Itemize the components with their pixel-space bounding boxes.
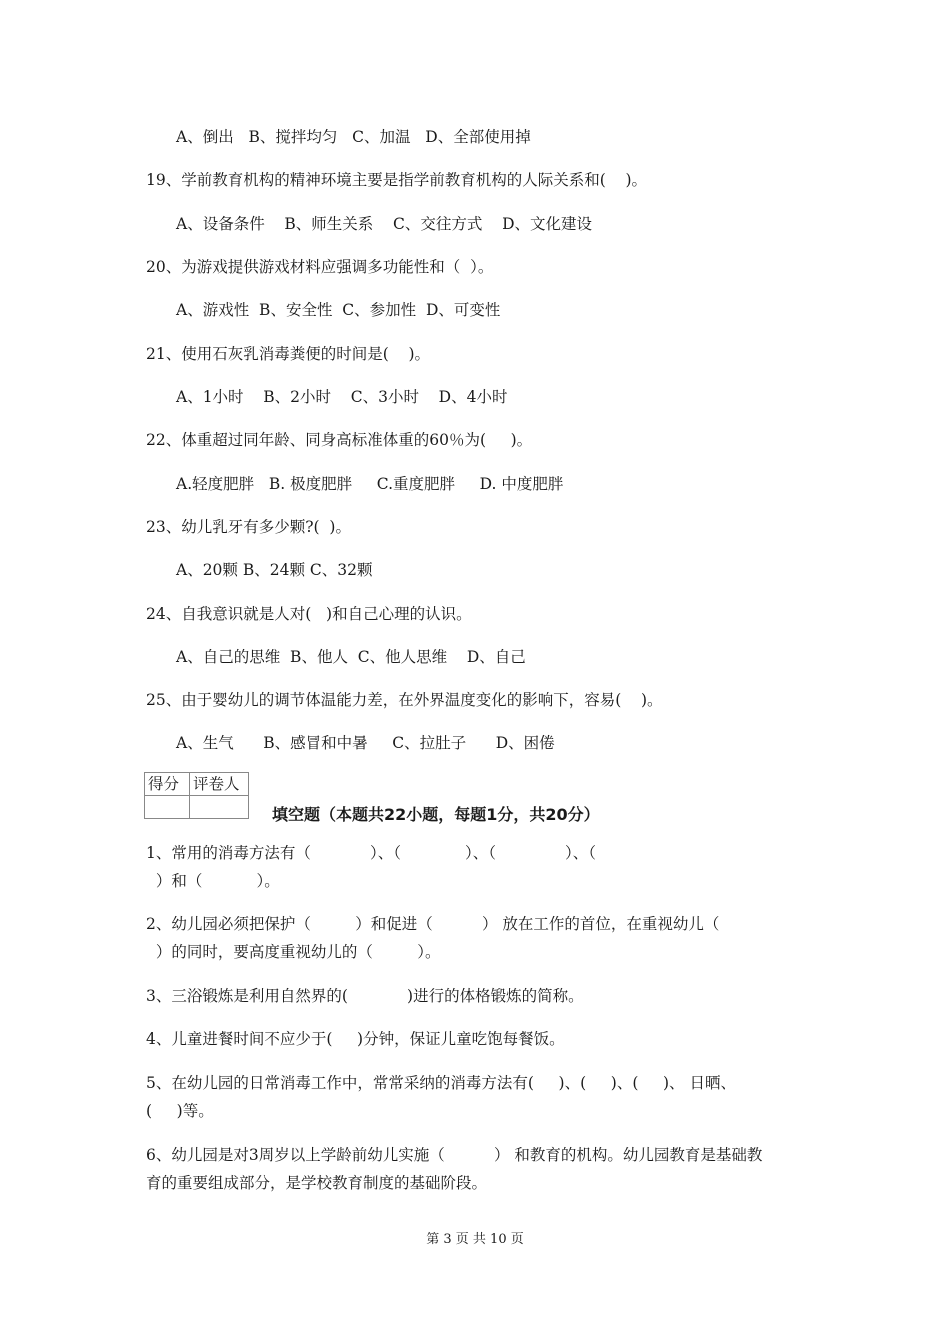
grader-label: 评卷人 bbox=[190, 773, 249, 796]
section-title: 填空题（本题共22小题，每题1分，共20分） bbox=[272, 805, 600, 824]
fill-q5-line2: ( )等。 bbox=[146, 1102, 214, 1120]
grader-cell bbox=[190, 796, 249, 819]
fill-q2-line2: ）的同时，要高度重视幼儿的（ ）。 bbox=[146, 943, 441, 961]
q21-options: A、1小时 B、2小时 C、3小时 D、4小时 bbox=[176, 388, 508, 406]
score-cell bbox=[145, 796, 190, 819]
fill-q1-line1: 1、常用的消毒方法有（ ）、（ ）、（ ）、（ bbox=[146, 844, 597, 862]
fill-q6-line2: 育的重要组成部分，是学校教育制度的基础阶段。 bbox=[146, 1174, 488, 1192]
q20-text: 20、为游戏提供游戏材料应强调多功能性和（ ）。 bbox=[146, 258, 494, 276]
q25-text: 25、由于婴幼儿的调节体温能力差，在外界温度变化的影响下，容易( )。 bbox=[146, 691, 663, 709]
fill-q2-line1: 2、幼儿园必须把保护（ ）和促进（ ） 放在工作的首位，在重视幼儿（ bbox=[146, 915, 720, 933]
score-box bbox=[144, 772, 249, 819]
q24-options: A、自己的思维 B、他人 C、他人思维 D、自己 bbox=[176, 648, 526, 666]
q24-text: 24、自我意识就是人对( )和自己心理的认识。 bbox=[146, 605, 472, 623]
fill-q4: 4、儿童进餐时间不应少于( )分钟，保证儿童吃饱每餐饭。 bbox=[146, 1030, 565, 1048]
page-footer: 第 3 页 共 10 页 bbox=[426, 1232, 524, 1247]
q23-options: A、20颗 B、24颗 C、32颗 bbox=[176, 561, 373, 579]
q19-text: 19、学前教育机构的精神环境主要是指学前教育机构的人际关系和( )。 bbox=[146, 171, 648, 189]
q22-options: A.轻度肥胖 B. 极度肥胖 C.重度肥胖 D. 中度肥胖 bbox=[176, 475, 564, 493]
q23-text: 23、幼儿乳牙有多少颗?( )。 bbox=[146, 518, 351, 536]
q20-options: A、游戏性 B、安全性 C、参加性 D、可变性 bbox=[176, 301, 501, 319]
q22-text: 22、体重超过同年龄、同身高标准体重的60％为( )。 bbox=[146, 431, 533, 449]
q19-options: A、设备条件 B、师生关系 C、交往方式 D、文化建设 bbox=[176, 215, 592, 233]
score-label: 得分 bbox=[145, 773, 190, 796]
q18-options: A、倒出 B、搅拌均匀 C、加温 D、全部使用掉 bbox=[176, 128, 531, 146]
fill-q3: 3、三浴锻炼是利用自然界的( )进行的体格锻炼的简称。 bbox=[146, 987, 584, 1005]
q25-options: A、生气 B、感冒和中暑 C、拉肚子 D、困倦 bbox=[176, 734, 555, 752]
fill-q6-line1: 6、幼儿园是对3周岁以上学龄前幼儿实施（ ） 和教育的机构。幼儿园教育是基础教 bbox=[146, 1146, 763, 1164]
fill-q5-line1: 5、在幼儿园的日常消毒工作中，常常采纳的消毒方法有( )、( )、( )、 日晒、 bbox=[146, 1074, 736, 1092]
fill-q1-line2: ）和（ ）。 bbox=[146, 872, 280, 890]
q21-text: 21、使用石灰乳消毒粪便的时间是( )。 bbox=[146, 345, 431, 363]
